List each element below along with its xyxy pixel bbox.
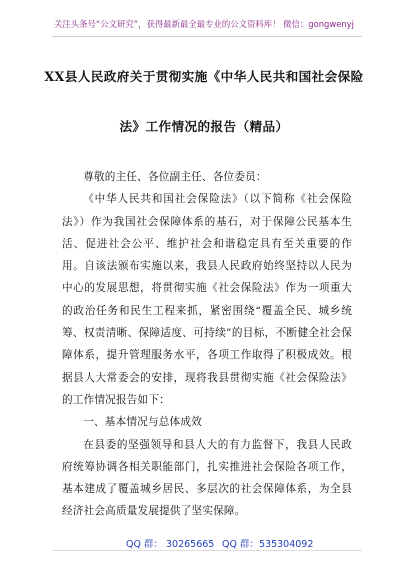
- document-title-line-1: XX县人民政府关于贯彻实施《中华人民共和国社会保险: [44, 69, 364, 84]
- footer-qq-group-2: QQ 群：535304092: [222, 539, 314, 550]
- footer-divider: [52, 550, 362, 551]
- footer-qq-group-1: QQ 群： 30265665: [126, 539, 215, 550]
- paragraph-overview: 在县委的坚强领导和县人大的有力监督下，我县人民政府统筹协调各相关职能部门，扎实推进社会保险各项工作，基本建成了覆盖城乡居民、多层次的社会保障体系，为全县经济社会高质量发展提供了坚实保障。: [62, 438, 352, 518]
- document-body: [62, 166, 352, 523]
- document-title-line-2: 法》工作情况的报告（精品）: [119, 119, 289, 134]
- salutation: 尊敬的主任、各位副主任、各位委员：: [83, 171, 267, 183]
- section-heading-1: 一、基本情况与总体成效: [83, 416, 202, 429]
- header-divider: [52, 36, 362, 37]
- paragraph-intro: 《中华人民共和国社会保险法》（以下简称《社会保险法》）作为我国社会保障体系的基石，对于保障公民基本生活、促进社会公平、维护社会和谐稳定具有至关重要的作用。自该法颁布实施以来，我县人民政府始终坚持以人民为中心的发展思想，将贯彻实施《社会保险法》作为一项重大的政治任务和民生工程来抓，紧密围绕“覆盖全民、城乡统筹、权责清晰、保障适度、可持续”的目标，不断健全社会保障体系，提升管理服务水平，各项工作取得了积极成效。根据县人大常委会的安排，现将我县贯彻实施《社会保险法》的工作情况报告如下：: [62, 193, 352, 406]
- header-banner: 关注头条号“公文研究”，获得最新最全最专业的公文资料库！ 微信：gongwenyj: [54, 19, 354, 29]
